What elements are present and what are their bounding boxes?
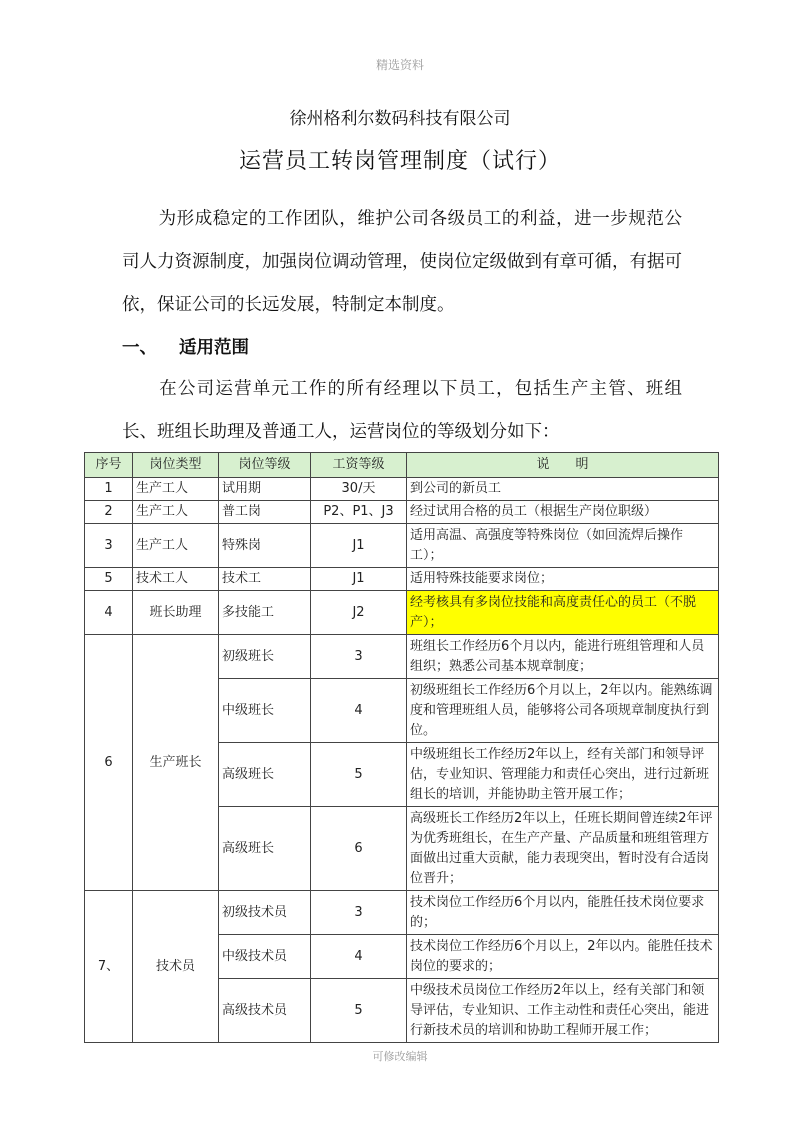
cell-level: 初级技术员 xyxy=(219,891,311,935)
cell-pay: 3 xyxy=(311,891,407,935)
intro-text: 为形成稳定的工作团队，维护公司各级员工的利益，进一步规范公司人力资源制度，加强岗位调动管理，使岗位定级做到有章可循，有据可依，保证公司的长远发展，特制定本制度。 xyxy=(122,209,682,315)
cell-desc: 到公司的新员工 xyxy=(407,478,719,501)
cell-desc: 经过试用合格的员工（根据生产岗位职级） xyxy=(407,501,719,524)
cell-pay: J2 xyxy=(311,591,407,635)
cell-level: 初级班长 xyxy=(219,635,311,679)
cell-type: 生产工人 xyxy=(133,478,219,501)
cell-desc: 技术岗位工作经历6个月以上，2年以内。能胜任技术岗位的要求的； xyxy=(407,935,719,979)
table-row xyxy=(85,568,719,591)
header-desc: 说 明 xyxy=(407,453,719,478)
grade-table xyxy=(84,452,719,1043)
cell-desc: 适用特殊技能要求岗位； xyxy=(407,568,719,591)
cell-level: 中级班长 xyxy=(219,679,311,743)
cell-level: 高级班长 xyxy=(219,807,311,891)
table-row xyxy=(85,501,719,524)
table-row xyxy=(85,891,719,935)
cell-type: 生产工人 xyxy=(133,501,219,524)
cell-no: 1 xyxy=(85,478,133,501)
table-row xyxy=(85,524,719,568)
cell-no: 6 xyxy=(85,635,133,891)
company-name: 徐州格利尔数码科技有限公司 xyxy=(289,109,511,129)
cell-pay: 5 xyxy=(311,979,407,1043)
cell-pay: P2、P1、J3 xyxy=(311,501,407,524)
cell-level: 技术工 xyxy=(219,568,311,591)
table-row xyxy=(85,591,719,635)
scope-text: 在公司运营单元工作的所有经理以下员工，包括生产主管、班组长、班组长助理及普通工人，运营岗位的等级划分如下： xyxy=(122,379,682,442)
document-title: 运营员工转岗管理制度（试行） xyxy=(238,149,561,174)
cell-level: 高级技术员 xyxy=(219,979,311,1043)
cell-pay: 4 xyxy=(311,935,407,979)
cell-no: 3 xyxy=(85,524,133,568)
cell-pay: 4 xyxy=(311,679,407,743)
cell-type: 班长助理 xyxy=(133,591,219,635)
cell-desc: 中级技术员岗位工作经历2年以上，经有关部门和领导评估，专业知识、工作主动性和责任心突出，能进行新技术员的培训和协助工程师开展工作； xyxy=(407,979,719,1043)
header-no: 序号 xyxy=(85,453,133,478)
header-level: 岗位等级 xyxy=(219,453,311,478)
cell-no: 4 xyxy=(85,591,133,635)
scope-paragraph xyxy=(122,368,682,454)
footer-watermark: 可修改编辑 xyxy=(372,1050,428,1063)
cell-level: 普工岗 xyxy=(219,501,311,524)
cell-pay: J1 xyxy=(311,568,407,591)
section-heading-scope xyxy=(122,334,249,359)
cell-type: 生产班长 xyxy=(133,635,219,891)
cell-desc: 适用高温、高强度等特殊岗位（如回流焊后操作工）； xyxy=(407,524,719,568)
cell-pay: 3 xyxy=(311,635,407,679)
intro-paragraph xyxy=(122,198,682,327)
cell-desc: 技术岗位工作经历6个月以内，能胜任技术岗位要求的； xyxy=(407,891,719,935)
cell-pay: 5 xyxy=(311,743,407,807)
section-title: 适用范围 xyxy=(179,338,249,358)
header-type: 岗位类型 xyxy=(133,453,219,478)
cell-no: 5 xyxy=(85,568,133,591)
table-row xyxy=(85,478,719,501)
cell-level: 特殊岗 xyxy=(219,524,311,568)
cell-desc: 中级班组长工作经历2年以上，经有关部门和领导评估，专业知识、管理能力和责任心突出，进行过新班组长的培训，并能协助主管开展工作； xyxy=(407,743,719,807)
cell-level: 中级技术员 xyxy=(219,935,311,979)
table-row xyxy=(85,635,719,679)
cell-desc: 高级班长工作经历2年以上，任班长期间曾连续2年评为优秀班组长，在生产产量、产品质量和班组管理方面做出过重大贡献，能力表现突出，暂时没有合适岗位晋升； xyxy=(407,807,719,891)
cell-pay: 6 xyxy=(311,807,407,891)
cell-desc-highlighted: 经考核具有多岗位技能和高度责任心的员工（不脱产）； xyxy=(407,591,719,635)
section-number: 一、 xyxy=(122,338,157,358)
cell-type: 技术工人 xyxy=(133,568,219,591)
cell-level: 高级班长 xyxy=(219,743,311,807)
cell-type: 技术员 xyxy=(133,891,219,1043)
cell-level: 多技能工 xyxy=(219,591,311,635)
cell-pay: 30/天 xyxy=(311,478,407,501)
cell-type: 生产工人 xyxy=(133,524,219,568)
cell-pay: J1 xyxy=(311,524,407,568)
cell-desc: 班组长工作经历6个月以内，能进行班组管理和人员组织；熟悉公司基本规章制度； xyxy=(407,635,719,679)
cell-no: 7、 xyxy=(85,891,133,1043)
cell-desc: 初级班组长工作经历6个月以上，2年以内。能熟练调度和管理班组人员，能够将公司各项规章制度执行到位。 xyxy=(407,679,719,743)
table-header-row xyxy=(85,453,719,478)
header-watermark: 精选资料 xyxy=(375,58,424,72)
header-pay: 工资等级 xyxy=(311,453,407,478)
cell-level: 试用期 xyxy=(219,478,311,501)
cell-no: 2 xyxy=(85,501,133,524)
